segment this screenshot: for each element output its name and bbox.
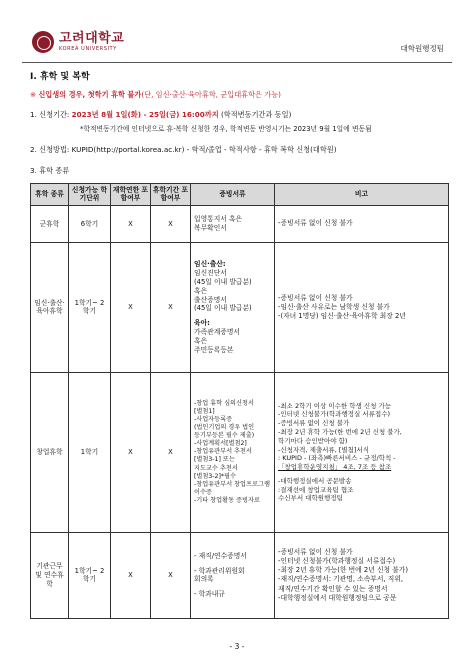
period-subnote: *학적변동기간에 인터넷으로 휴·복학 신청한 경우, 학적변동 반영시기는 2023년 9월 1일에 변동됨 <box>80 125 372 134</box>
table-row <box>31 372 449 532</box>
doc-line: (45일 이내 발급분) <box>194 304 252 313</box>
docs-cell <box>191 532 275 618</box>
doc-line: 회의록 <box>194 575 214 584</box>
note-line: -최장 2년 휴학 가능(한 번에 2년 신청 불가, <box>278 428 402 436</box>
section-title: Ⅰ. 휴학 및 복학 <box>30 72 90 82</box>
table-row <box>31 532 449 618</box>
document-body <box>30 68 446 619</box>
column-header: 증빙서류 <box>191 183 275 205</box>
doc-group-title: 육아: <box>194 319 210 328</box>
note-line: -대학행정실에서 대학원행정팀으로 공문 <box>278 593 397 602</box>
table-row <box>31 242 449 372</box>
period-label: 1. 신청기간: <box>30 110 72 120</box>
application-period <box>30 110 446 119</box>
unit-cell: 1학기~ 2학기 <box>69 532 111 618</box>
doc-line: [별첨1] <box>194 408 215 416</box>
note-line: 수신부서 대학원행정팀 <box>278 494 343 503</box>
docs-cell <box>191 372 275 532</box>
doc-line: -창업 휴학 심의신청서 <box>194 400 254 408</box>
doc-group-title: 임신·출산: <box>194 260 226 269</box>
doc-line: -창업유관부서 창업프로그램 <box>194 480 270 488</box>
unit-cell: 1학기~ 2학기 <box>69 242 111 372</box>
doc-line: 출산증명서 <box>194 295 227 304</box>
note-line: -신청자격, 제출서류, [별첨]서식 <box>278 445 370 454</box>
logo-korean: 고려대학교 <box>59 30 125 46</box>
enroll-cell: X <box>111 372 151 532</box>
column-header: 재학연한 포함여부 <box>111 183 151 205</box>
university-logo <box>32 31 124 53</box>
unit-cell: 1학기 <box>69 372 111 532</box>
notice-prefix: ※ <box>30 89 39 99</box>
notes-cell <box>275 242 449 372</box>
period-cell: X <box>151 372 191 532</box>
doc-line: 혹은 <box>194 336 208 345</box>
unit-cell: 6학기 <box>69 205 111 242</box>
note-line: -최소 2학기 이상 이수한 학생 신청 가능 <box>278 401 392 410</box>
note-line: 재직/연수기간 확인할 수 있는 증명서 <box>278 584 388 593</box>
doc-line: 주민등록등본 <box>194 345 234 354</box>
university-seal-icon <box>32 31 54 53</box>
period-dates: 2023년 8월 1일(화) - 25일(금) 16:00까지 <box>71 110 219 120</box>
application-method: 2. 신청방법: KUPID(http://portal.korea.ac.kr) - 학적/졸업 - 학적사항 - 휴학 복학 신청(대학원) <box>30 145 337 155</box>
department-name: 대학원행정팀 <box>400 44 444 53</box>
note-line: -최장 2년 휴학 가능(한 번에 2년 신청 불가) <box>278 566 409 575</box>
note-line: -증빙서류 없이 신청 불가 <box>278 219 353 228</box>
note-line: :결재선에 창업교육팀 협조 <box>278 485 354 494</box>
doc-line: 지도교수 추천서 <box>194 464 238 472</box>
page-number: - 3 - <box>229 642 245 651</box>
doc-line: - 학과관리위원회 <box>194 566 245 575</box>
table-row <box>31 205 449 242</box>
doc-line: -사업계획서[별첨2] <box>194 440 247 448</box>
note-line: -인터넷 신청불가(학과행정실 서류접수) <box>278 557 396 566</box>
note-line: -임신·출산 사유로는 남학생 신청 불가 <box>278 302 390 311</box>
leave-type: 창업휴학 <box>31 372 69 532</box>
docs-cell <box>191 242 275 372</box>
doc-line: 혹은 <box>194 286 208 295</box>
period-cell: X <box>151 532 191 618</box>
enroll-cell: X <box>111 532 151 618</box>
doc-line: [별첨3-1] 또는 <box>194 456 235 464</box>
leave-type: 임신·출산·육아휴학 <box>31 242 69 372</box>
doc-line: [별첨3-2]*필수 <box>194 472 236 480</box>
doc-line: 가족관계증명서 <box>194 328 240 337</box>
doc-line: 입영통지서 혹은 <box>194 215 243 224</box>
enroll-cell: X <box>111 205 151 242</box>
docs-cell <box>191 205 275 242</box>
note-line: -대학행정실에서 공문발송 <box>278 476 352 485</box>
doc-line: 복무확인서 <box>194 223 227 232</box>
leave-type: 군휴학 <box>31 205 69 242</box>
note-line: : KUPID - (좌측)빠른서비스 - 규정/학칙 - <box>278 454 396 463</box>
note-line: -증빙서류 없이 신청 불가 <box>278 547 353 556</box>
column-header: 신청가능 학기단위 <box>69 183 111 205</box>
doc-line: 임신진단서 <box>194 269 227 278</box>
doc-line: 이수증 <box>194 488 212 496</box>
note-line: -(자녀 1명당) 임신·출산·육아휴학 최장 2년 <box>278 312 406 320</box>
period-cell: X <box>151 205 191 242</box>
notice-line <box>30 90 446 99</box>
note-line: -증빙서류 없이 신청 불가 <box>278 293 353 302</box>
column-header: 비고 <box>275 183 449 205</box>
column-header: 휴학기간 포함여부 <box>151 183 191 205</box>
doc-line: (45일 이내 발급분) <box>194 277 252 286</box>
leave-type: 기관근무 및 연수휴학 <box>31 532 69 618</box>
doc-line: (법인기업의 경우 법인 <box>194 424 255 432</box>
page-header <box>22 24 452 60</box>
notice-bold: 신입생의 경우, 첫학기 휴학 불가 <box>38 89 142 99</box>
note-line: -재직/연수증명서: 기관명, 소속부서, 직위, <box>278 575 404 584</box>
enroll-cell: X <box>111 242 151 372</box>
period-note: (학적변동기간과 동일) <box>218 110 292 120</box>
leave-types-heading: 3. 휴학 종류 <box>30 165 70 175</box>
doc-line: -창업유관부서 추천서 <box>194 448 252 456</box>
period-cell: X <box>151 242 191 372</box>
doc-line: -기타 창업활동 증빙자료 <box>194 496 260 504</box>
column-header: 휴학 종류 <box>31 183 69 205</box>
doc-line: - 재직/연수증명서 <box>194 551 247 560</box>
notes-cell <box>275 372 449 532</box>
notes-cell <box>275 532 449 618</box>
notice-rest: (단, 임신·출산·육아휴학, 군입대휴학은 가능) <box>141 89 281 99</box>
notes-cell <box>275 205 449 242</box>
table-header-row <box>31 183 449 205</box>
doc-line: -사업자등록증 <box>194 416 233 424</box>
note-line: -증빙서류 없이 신청 불가 <box>278 419 350 428</box>
note-line: -인터넷 신청불가(학과행정실 서류접수) <box>278 410 391 419</box>
header-divider <box>22 62 452 63</box>
note-line: 학기마다 승인받아야 함) <box>278 436 348 445</box>
note-line: 「창업휴학운영지침」 4조, 7조 등 참조 <box>278 463 392 472</box>
doc-line: 등기부등본 필수 제출) <box>194 432 255 440</box>
logo-english: KOREA UNIVERSITY <box>59 45 117 52</box>
doc-line: - 학과내규 <box>194 590 225 599</box>
leave-types-table <box>30 183 449 619</box>
